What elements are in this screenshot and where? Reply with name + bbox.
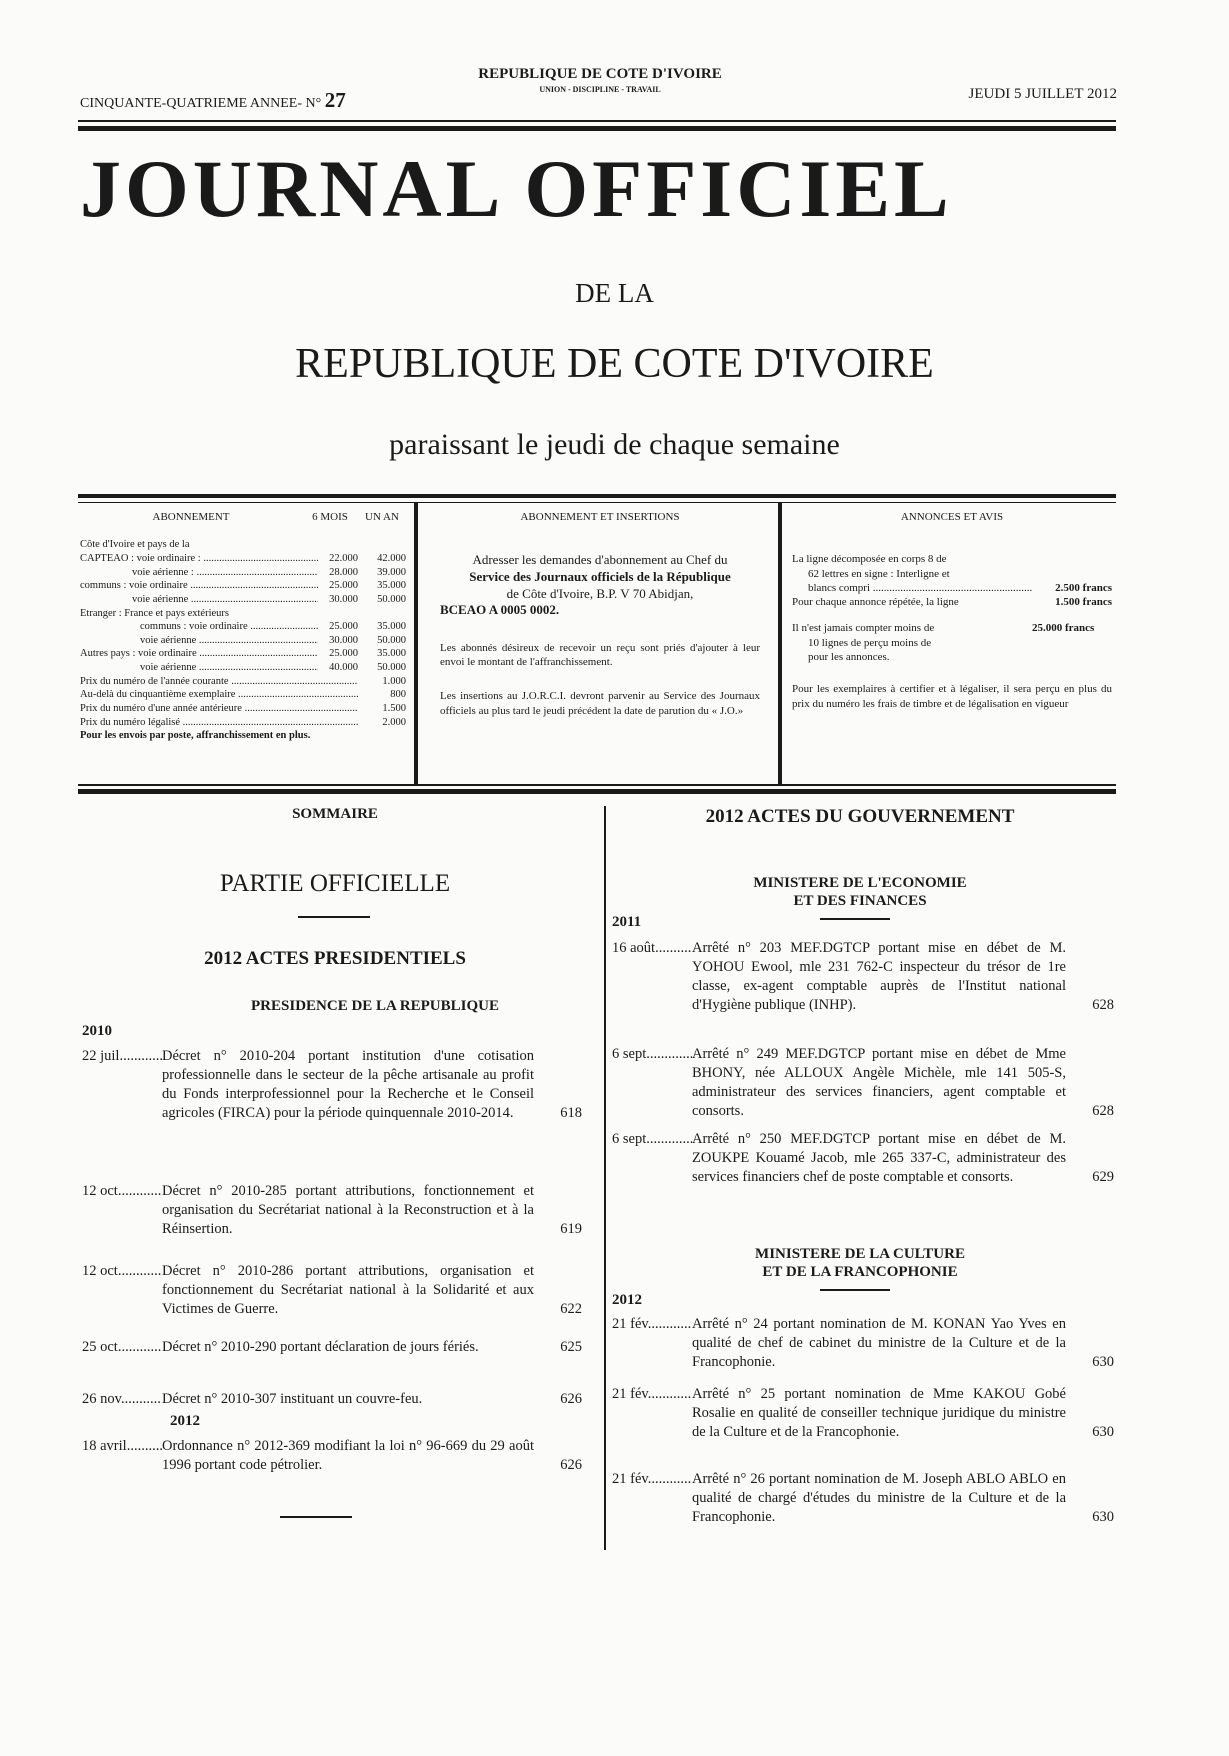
entry-text: Décret n° 2010-285 portant attributions, fonctionnement et organisation du Secrétariat national à la Reconstruction et à la Réinsertion. [162, 1183, 534, 1238]
entry-text: Décret n° 2010-286 portant attributions, organisation et fonctionnement du Secrétariat national à la Solidarité et aux Victimes de Guerre. [162, 1263, 534, 1318]
ann-l1: La ligne décomposée en corps 8 de [792, 553, 947, 566]
ministry-economy-line2: ET DES FINANCES [793, 893, 927, 909]
rate-six-months: 25.000 [329, 648, 358, 660]
toc-entry[interactable] [82, 1182, 582, 1239]
price-label: Prix du numéro de l'année courante ..... [80, 675, 358, 689]
subscription-info [440, 510, 760, 718]
ann-l4: Pour chaque annonce répétée, la ligne [792, 596, 959, 609]
rate-one-year: 35.000 [377, 580, 406, 592]
year-2010: 2010 [82, 1023, 112, 1039]
rate-label: communs : voie ordinaire ..... [80, 579, 318, 593]
entry-text: Décret n° 2010-290 portant déclaration de jours fériés. [162, 1339, 479, 1355]
rate-one-year: 50.000 [377, 593, 406, 605]
price-value: 2.000 [382, 716, 406, 728]
issue-number: 27 [324, 88, 346, 112]
rate-six-months: 30.000 [329, 634, 358, 646]
rate-six-months: 30.000 [329, 593, 358, 605]
entry-page: 628 [1092, 1103, 1114, 1120]
rate-label: Etranger : France et pays extérieurs [80, 607, 229, 619]
toc-entry[interactable] [82, 1390, 582, 1409]
subscription-address-4: BCEAO A 0005 0002. [440, 602, 560, 618]
rate-one-year: 42.000 [377, 552, 406, 564]
rate-six-months: 22.000 [329, 552, 358, 564]
rate-one-year: 50.000 [377, 662, 406, 674]
ministry-culture [620, 1245, 1100, 1281]
rate-label: voie aérienne : ..... [132, 566, 318, 580]
ann-l3-value: 2.500 francs [1055, 581, 1112, 594]
insertions-note: Les insertions au J.O.R.C.I. devront parvenir au Service des Journaux officiels au plus tard le jeudi précédent la date de parution du « J.O.» [440, 690, 760, 717]
rate-label: voie aérienne ..... [132, 593, 318, 607]
rate-label: voie aérienne ..... [140, 634, 318, 648]
country-name: REPUBLIQUE DE COTE D'IVOIRE [478, 66, 722, 82]
price-row [80, 702, 406, 716]
entry-date: 18 avril ..... [82, 1437, 162, 1475]
certification-note: Pour les exemplaires à certifier et à légaliser, il sera perçu en plus du prix du numéro les frais de timbre et de légalisation en vigueur [792, 683, 1112, 710]
entry-date: 6 sept ..... [612, 1130, 692, 1187]
toc-entry[interactable] [612, 1315, 1114, 1372]
rate-row [80, 661, 406, 675]
toc-entry[interactable] [82, 1047, 582, 1124]
entry-text: Arrêté n° 203 MEF.DGTCP portant mise en débet de M. YOHOU Ewool, mle 231 762-C inspecteur du trésor de 1re classe, ex-agent comptable auprès de l'Institut national d'Hygiène publique (INHP). [692, 940, 1066, 1014]
rate-row [80, 620, 406, 634]
rate-label: Autres pays : voie ordinaire ..... [80, 647, 318, 661]
toc-entry[interactable] [612, 1470, 1114, 1527]
sommaire-title: SOMMAIRE [292, 806, 378, 822]
entry-text: Arrêté n° 250 MEF.DGTCP portant mise en débet de M. ZOUKPE Kouamé Jacob, mle 265 337-C, administrateur des services financiers chef de poste comptable et consorts. [692, 1131, 1066, 1186]
country-motto: UNION - DISCIPLINE - TRAVAIL [539, 85, 661, 94]
price-label: Au-delà du cinquantième exemplaire ..... [80, 688, 358, 702]
rate-row [80, 552, 406, 566]
ann-l4-value: 1.500 francs [1055, 596, 1112, 609]
rate-row [80, 538, 406, 552]
partie-officielle: PARTIE OFFICIELLE [219, 870, 451, 897]
toc-entry[interactable] [612, 1045, 1114, 1122]
box-top-rule-thin [78, 502, 1116, 503]
entry-page: 622 [560, 1301, 582, 1318]
toc-entry[interactable] [612, 939, 1114, 1016]
rate-one-year: 35.000 [377, 621, 406, 633]
ann-l5: Il n'est jamais compter moins de [792, 622, 935, 635]
entry-date: 16 août ..... [612, 939, 692, 1016]
rate-label: Côte d'Ivoire et pays de la [80, 539, 190, 551]
entry-page: 629 [1092, 1169, 1114, 1186]
rate-row [80, 634, 406, 648]
entry-text: Décret n° 2010-307 instituant un couvre-feu. [162, 1391, 423, 1407]
year-2012-left: 2012 [170, 1413, 200, 1429]
rate-six-months: 25.000 [329, 580, 358, 592]
entry-date: 21 fév ..... [612, 1385, 692, 1442]
entry-date: 21 fév ..... [612, 1470, 692, 1527]
rate-one-year: 35.000 [377, 648, 406, 660]
price-row [80, 675, 406, 689]
rates-six-months: 6 MOIS [312, 511, 348, 523]
rate-six-months [318, 607, 358, 621]
entry-date: 12 oct ..... [82, 1262, 162, 1319]
column-divider [604, 806, 606, 1550]
ann-l3: blancs compri ..... [808, 581, 1032, 595]
box-bottom-rule [78, 789, 1116, 794]
entry-page: 625 [560, 1339, 582, 1355]
republique-title: REPUBLIQUE DE COTE D'IVOIRE [295, 341, 934, 387]
issue-date: JEUDI 5 JUILLET 2012 [968, 86, 1117, 102]
price-label: Prix du numéro légalisé ..... [80, 716, 358, 730]
ann-l7: pour les annonces. [808, 651, 890, 664]
entry-page: 630 [1092, 1509, 1114, 1526]
actes-presidentiels: 2012 ACTES PRESIDENTIELS [204, 948, 466, 969]
entry-text: Ordonnance n° 2012-369 modifiant la loi n° 96-669 du 29 août 1996 portant code pétrolier. [162, 1438, 534, 1474]
rate-label: communs : voie ordinaire ..... [140, 620, 318, 634]
entry-text: Arrêté n° 26 portant nomination de M. Joseph ABLO ABLO en qualité de chargé d'études du ministre de la Culture et de la Francophonie. [692, 1471, 1066, 1526]
announcements-header: ANNONCES ET AVIS [900, 511, 1004, 523]
entry-page: 630 [1092, 1424, 1114, 1441]
entry-date: 12 oct ..... [82, 1182, 162, 1239]
price-row [80, 688, 406, 702]
ministry-economy-line1: MINISTERE DE L'ECONOMIE [753, 875, 967, 891]
box-divider-1 [414, 502, 418, 784]
rate-label: voie aérienne ..... [140, 661, 318, 675]
entry-date: 6 sept ..... [612, 1045, 692, 1122]
rates-footer: Pour les envois par poste, affranchissement en plus. [80, 730, 311, 742]
entry-page: 626 [560, 1457, 582, 1474]
header-rule-thick [78, 126, 1116, 131]
ann-l5-value: 25.000 francs [1032, 622, 1095, 635]
toc-entry[interactable] [612, 1130, 1114, 1187]
rate-row [80, 607, 406, 621]
ministry-culture-line1: MINISTERE DE LA CULTURE [755, 1246, 965, 1262]
ministry-economy [620, 874, 1100, 910]
rate-row [80, 579, 406, 593]
rate-six-months: 28.000 [329, 566, 358, 578]
rate-label: CAPTEAO : voie ordinaire : ..... [80, 552, 318, 566]
toc-entry-ordonnance[interactable] [82, 1437, 582, 1475]
actes-gouvernement: 2012 ACTES DU GOUVERNEMENT [705, 806, 1015, 827]
entry-date: 26 nov ..... [82, 1390, 162, 1409]
entry-page: 619 [560, 1221, 582, 1238]
toc-entry[interactable] [612, 1385, 1114, 1442]
entry-page: 626 [560, 1391, 582, 1407]
year-prefix: CINQUANTE-QUATRIEME ANNEE- N° [80, 96, 322, 111]
publication-frequency: paraissant le jeudi de chaque semaine [389, 428, 840, 461]
rate-row [80, 593, 406, 607]
ministry-economy-rule [820, 918, 890, 920]
box-bottom-rule-thin [78, 784, 1116, 786]
subscription-address-1: Adresser les demandes d'abonnement au Chef du [472, 552, 728, 568]
rates-header: ABONNEMENT [152, 511, 230, 523]
ministry-culture-rule [820, 1289, 890, 1291]
presidence-title: PRESIDENCE DE LA REPUBLIQUE [251, 998, 499, 1014]
toc-entry[interactable] [82, 1338, 582, 1357]
ann-l2: 62 lettres en signe : Interligne et [808, 567, 950, 580]
rate-six-months: 25.000 [329, 621, 358, 633]
rates-one-year: UN AN [365, 511, 399, 523]
entry-page: 630 [1092, 1354, 1114, 1371]
subscription-address-2: Service des Journaux officiels de la République [469, 568, 731, 584]
receipt-note: Les abonnés désireux de recevoir un reçu sont priés d'ajouter à leur envoi le montant de l'affranchissement. [440, 641, 760, 669]
entry-date: 22 juil ..... [82, 1047, 162, 1124]
price-row [80, 716, 406, 730]
entry-date: 21 fév ..... [612, 1315, 692, 1372]
journal-title: JOURNAL OFFICIEL [80, 143, 953, 234]
price-value: 1.500 [382, 702, 406, 714]
rate-one-year [358, 538, 406, 552]
price-value: 800 [390, 689, 406, 701]
ann-l6: 10 lignes de perçu moins de [808, 636, 932, 649]
rate-row [80, 647, 406, 661]
entry-text: Arrêté n° 24 portant nomination de M. KONAN Yao Yves en qualité de chef de cabinet du ministre de la Culture et de la Francophonie. [692, 1316, 1066, 1371]
entry-text: Décret n° 2010-204 portant institution d'une cotisation professionnelle dans le secteur de la pêche artisanale au profit du Fonds interprofessionnel pour la Recherche et le Conseil agricoles (FIRCA) pour la période quinquennale 2010-2014. [162, 1048, 534, 1122]
header-rule-thin [78, 120, 1116, 122]
price-label: Prix du numéro d'une année antérieure ..... [80, 702, 358, 716]
entry-text: Arrêté n° 25 portant nomination de Mme KAKOU Gobé Rosalie en qualité de conseiller technique juridique du ministre de la Culture et de la Francophonie. [692, 1386, 1066, 1441]
entry-page: 628 [1092, 997, 1114, 1014]
entry-page: 618 [560, 1105, 582, 1122]
rate-one-year: 50.000 [377, 634, 406, 646]
price-value: 1.000 [382, 675, 406, 687]
entry-text: Arrêté n° 249 MEF.DGTCP portant mise en débet de Mme BHONY, née ALLOUX Angèle Michèle, mle 141 505-S, administrateur des services financiers, agent comptable et consorts. [692, 1046, 1066, 1120]
box-top-rule [78, 494, 1116, 498]
rate-one-year [358, 607, 406, 621]
rate-six-months [318, 538, 358, 552]
insertions-header: ABONNEMENT ET INSERTIONS [520, 511, 680, 523]
de-la-text: DE LA [575, 278, 654, 308]
left-end-rule [280, 1516, 352, 1518]
year-2011: 2011 [612, 914, 642, 930]
announcements-rates [792, 510, 1112, 711]
year-2012-right: 2012 [612, 1292, 642, 1308]
country-header [430, 66, 770, 94]
subscription-address-3: de Côte d'Ivoire, B.P. V 70 Abidjan, [506, 585, 694, 601]
rate-one-year: 39.000 [377, 566, 406, 578]
ministry-culture-line2: ET DE LA FRANCOPHONIE [762, 1264, 958, 1280]
partie-rule [298, 916, 370, 918]
rate-six-months: 40.000 [329, 662, 358, 674]
entry-date: 25 oct ..... [82, 1338, 162, 1357]
box-divider-2 [778, 502, 782, 784]
subscription-rates [80, 510, 406, 743]
rate-row [80, 566, 406, 580]
issue-line [80, 88, 346, 113]
toc-entry[interactable] [82, 1262, 582, 1319]
